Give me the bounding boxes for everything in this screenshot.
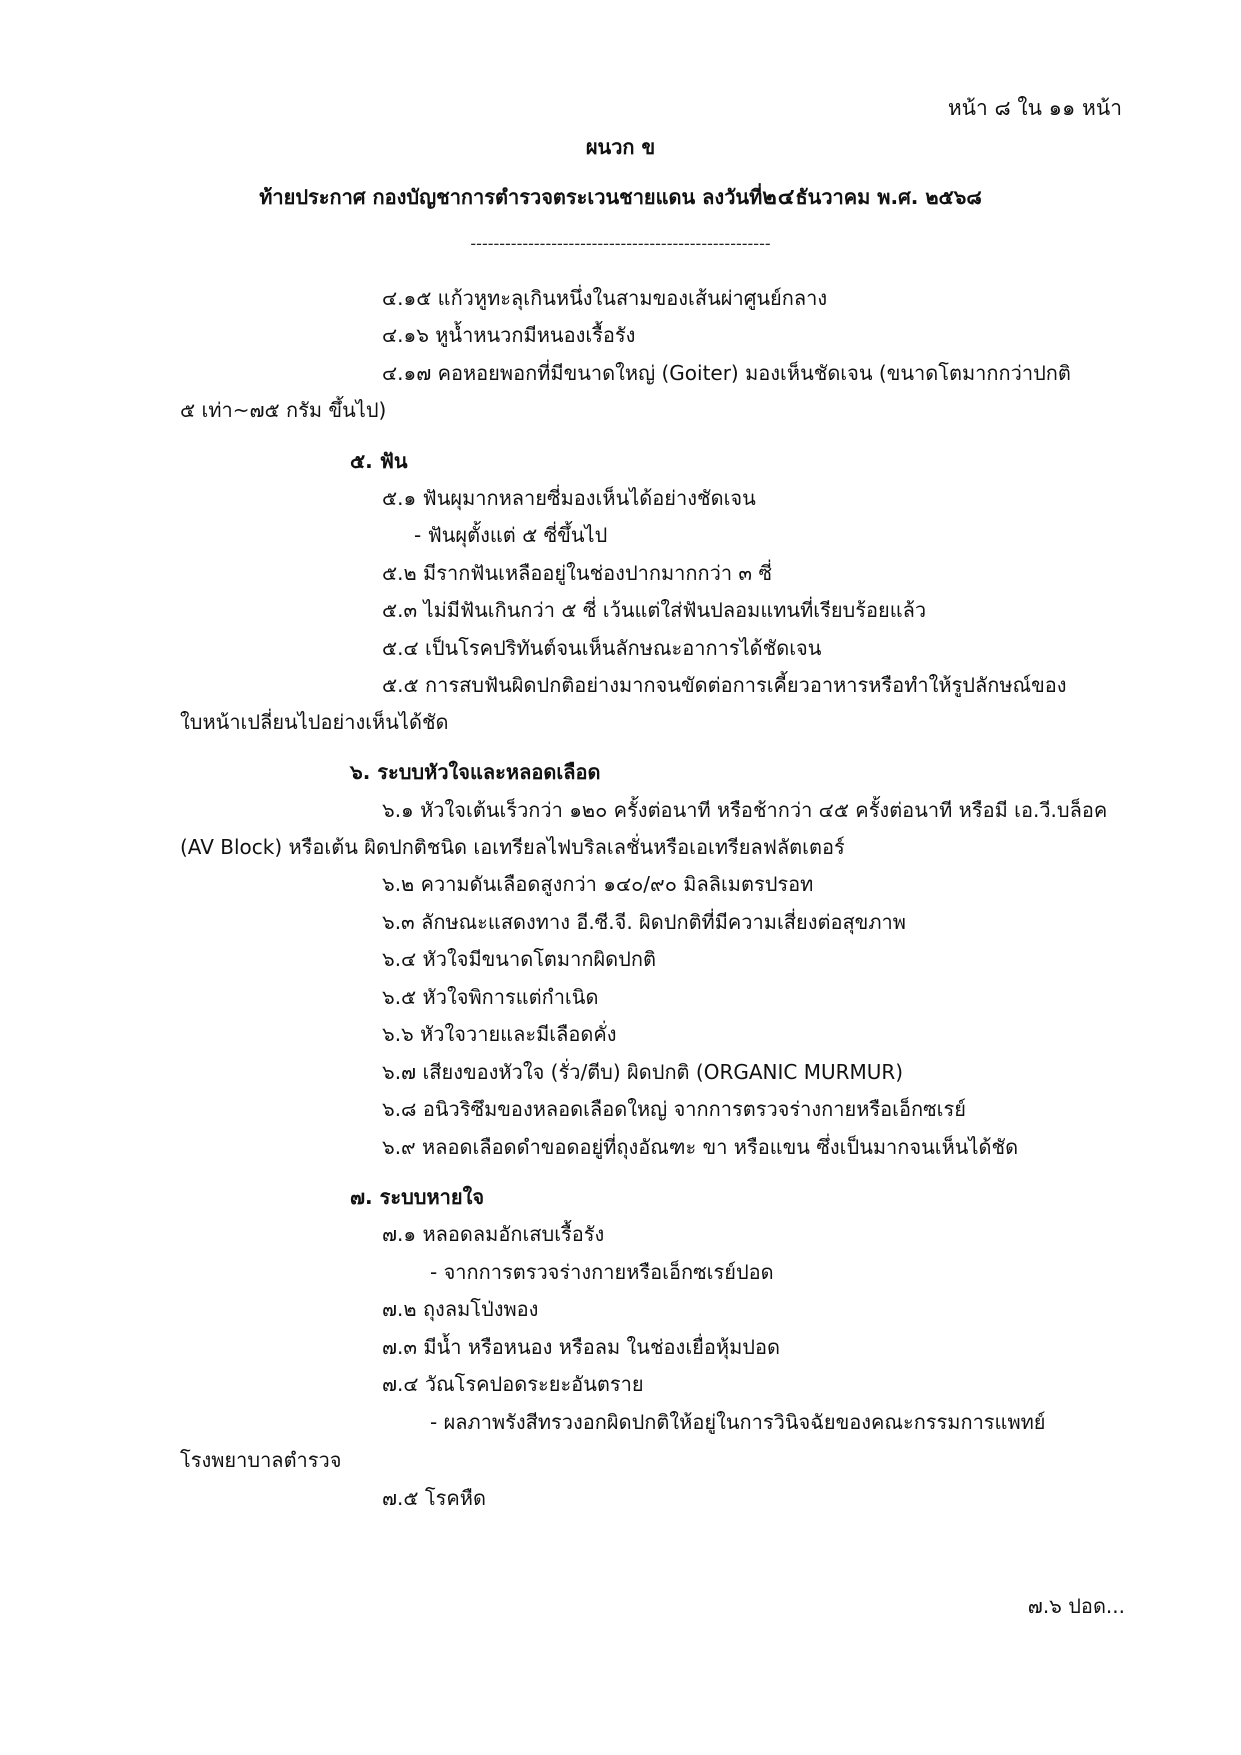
item-5-5-continued: ใบหน้าเปลี่ยนไปอย่างเห็นได้ชัด bbox=[180, 710, 449, 734]
handwritten-day: ๒๔ bbox=[762, 184, 796, 210]
item-7-2: ๗.๒ ถุงลมโป่งพอง bbox=[382, 1297, 539, 1321]
item-4-15: ๔.๑๕ แก้วหูทะลุเกินหนึ่งในสามของเส้นผ่าศูนย์กลาง bbox=[382, 286, 828, 310]
section-6-heading: ๖. ระบบหัวใจและหลอดเลือด bbox=[350, 760, 601, 784]
item-6-6: ๖.๖ หัวใจวายและมีเลือดคั่ง bbox=[382, 1022, 617, 1046]
item-6-9: ๖.๙ หลอดเลือดดำขอดอยู่ที่ถุงอัณฑะ ขา หรือแขน ซึ่งเป็นมากจนเห็นได้ชัด bbox=[382, 1135, 1019, 1159]
item-7-4-sub: - ผลภาพรังสีทรวงอกผิดปกติให้อยู่ในการวินิจฉัยของคณะกรรมการแพทย์ bbox=[430, 1410, 1046, 1434]
item-6-1: ๖.๑ หัวใจเต้นเร็วกว่า ๑๒๐ ครั้งต่อนาที หรือช้ากว่า ๔๕ ครั้งต่อนาที หรือมี เอ.วี.บล็อค bbox=[382, 798, 1108, 822]
item-5-4: ๕.๔ เป็นโรคปริทันต์จนเห็นลักษณะอาการได้ชัดเจน bbox=[382, 636, 822, 660]
section-5-heading: ๕. ฟัน bbox=[350, 449, 408, 473]
item-5-3: ๕.๓ ไม่มีฟันเกินกว่า ๕ ซี่ เว้นแต่ใส่ฟันปลอมแทนที่เรียบร้อยแล้ว bbox=[382, 598, 927, 622]
item-6-4: ๖.๔ หัวใจมีขนาดโตมากผิดปกติ bbox=[382, 947, 656, 971]
page-number: หน้า ๘ ใน ๑๑ หน้า bbox=[947, 96, 1122, 120]
item-6-8: ๖.๘ อนิวริซึมของหลอดเลือดใหญ่ จากการตรวจร่างกายหรือเอ็กซเรย์ bbox=[382, 1097, 966, 1121]
item-5-1-sub: - ฟันผุตั้งแต่ ๕ ซี่ขึ้นไป bbox=[414, 523, 608, 547]
item-4-17: ๔.๑๗ คอหอยพอกที่มีขนาดใหญ่ (Goiter) มองเห็นชัดเจน (ขนาดโตมากกว่าปกติ bbox=[382, 361, 1071, 385]
item-5-5: ๕.๕ การสบฟันผิดปกติอย่างมากจนขัดต่อการเคี้ยวอาหารหรือทำให้รูปลักษณ์ของ bbox=[382, 673, 1067, 697]
section-7-heading: ๗. ระบบหายใจ bbox=[350, 1185, 485, 1209]
annex-title: ผนวก ข bbox=[585, 135, 656, 159]
separator-line: ---------------------------------------------------- bbox=[470, 234, 771, 253]
item-7-1: ๗.๑ หลอดลมอักเสบเรื้อรัง bbox=[382, 1222, 605, 1246]
item-7-4-sub-continued: โรงพยาบาลตำรวจ bbox=[180, 1448, 342, 1472]
next-page-reference: ๗.๖ ปอด... bbox=[1027, 1594, 1125, 1618]
item-6-1-continued: (AV Block) หรือเต้น ผิดปกติชนิด เอเทรียลไฟบริลเลชั่นหรือเอเทรียลฟลัตเตอร์ bbox=[180, 835, 845, 859]
item-7-4: ๗.๔ วัณโรคปอดระยะอันตราย bbox=[382, 1372, 644, 1396]
announcement-suffix: ธันวาคม พ.ศ. ๒๕๖๘ bbox=[795, 185, 982, 209]
item-5-2: ๕.๒ มีรากฟันเหลืออยู่ในช่องปากมากกว่า ๓ ซี่ bbox=[382, 561, 773, 585]
item-6-2: ๖.๒ ความดันเลือดสูงกว่า ๑๔๐/๙๐ มิลลิเมตรปรอท bbox=[382, 872, 814, 896]
item-4-16: ๔.๑๖ หูน้ำหนวกมีหนองเรื้อรัง bbox=[382, 323, 636, 347]
item-6-5: ๖.๕ หัวใจพิการแต่กำเนิด bbox=[382, 985, 599, 1009]
item-6-7: ๖.๗ เสียงของหัวใจ (รั่ว/ตีบ) ผิดปกติ (ORGANIC MURMUR) bbox=[382, 1060, 904, 1084]
announcement-line bbox=[0, 183, 1241, 211]
item-6-3: ๖.๓ ลักษณะแสดงทาง อี.ซี.จี. ผิดปกติที่มีความเสี่ยงต่อสุขภาพ bbox=[382, 910, 906, 934]
item-7-1-sub: - จากการตรวจร่างกายหรือเอ็กซเรย์ปอด bbox=[430, 1260, 774, 1284]
item-5-1: ๕.๑ ฟันผุมากหลายซี่มองเห็นได้อย่างชัดเจน bbox=[382, 486, 756, 510]
item-4-17-continued: ๕ เท่า~๗๕ กรัม ขึ้นไป) bbox=[180, 398, 387, 422]
announcement-prefix: ท้ายประกาศ กองบัญชาการตำรวจตระเวนชายแดน ลงวันที่ bbox=[259, 185, 763, 209]
item-7-5: ๗.๕ โรคหืด bbox=[382, 1486, 486, 1510]
item-7-3: ๗.๓ มีน้ำ หรือหนอง หรือลม ในช่องเยื่อหุ้มปอด bbox=[382, 1335, 780, 1359]
